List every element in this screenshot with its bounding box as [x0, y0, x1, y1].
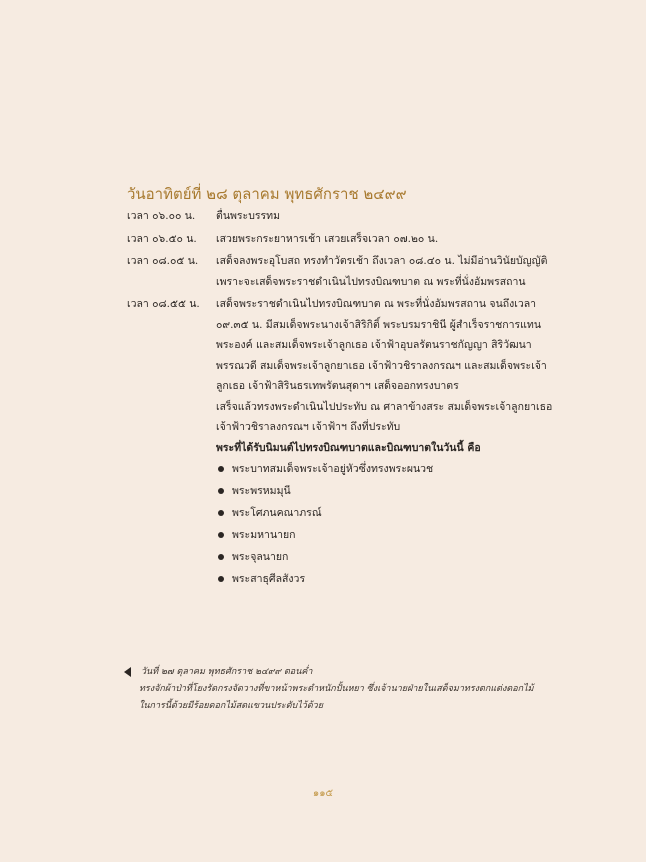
schedule-entry [127, 251, 557, 292]
list-item [216, 568, 557, 590]
list-item [216, 546, 557, 568]
entry-body [216, 294, 557, 590]
bullet-icon [218, 510, 224, 516]
monk-name: พระมหานายก [232, 529, 296, 541]
bullet-icon [218, 554, 224, 560]
entry-time: เวลา ๐๖.๐๐ น. [127, 210, 196, 222]
list-item [216, 502, 557, 524]
monk-name: พระจุลนายก [232, 551, 289, 563]
footnote-line: ทรงจักผ้าป่าที่โยงรัดกรงจัดวางที่ขาหน้าพระตำหนักปั้นหยา ซึ่งเจ้านายฝ่ายในเสด็จมาทรงตกแต่งดอกไม้ [139, 684, 534, 694]
monk-name: พระบาทสมเด็จพระเจ้าอยู่หัวซึ่งทรงพระผนวช [232, 463, 434, 475]
arrow-left-icon [124, 667, 131, 677]
monks-intro: พระที่ได้รับนิมนต์ไปทรงบิณฑบาตและบิณฑบาตในวันนี้ คือ [216, 441, 481, 454]
bullet-icon [218, 488, 224, 494]
entry-text: เสด็จลงพระอุโบสถ ทรงทำวัตรเช้า ถึงเวลา ๐๘.๔๐ น. ไม่มีอ่านวินัยบัญญัติ เพราะจะเสด็จพระราชดำเนินไปทรงบิณฑบาต ณ พระที่นั่งอัมพรสถาน [216, 255, 548, 288]
bullet-icon [218, 532, 224, 538]
entry-time: เวลา ๐๘.๕๕ น. [127, 298, 200, 310]
entry-text-continued: เสร็จแล้วทรงพระดำเนินไปประทับ ณ ศาลาข้างสระ สมเด็จพระเจ้าลูกยาเธอ เจ้าฟ้าวชิราลงกรณฯ เจ้าฟ้าฯ ถึงที่ประทับ [216, 400, 553, 433]
entry-time: เวลา ๐๖.๕๐ น. [127, 232, 197, 245]
monk-name: พระโศภนคณาภรณ์ [232, 507, 322, 519]
list-item [216, 480, 557, 502]
entry-text: เสด็จพระราชดำเนินไปทรงบิณฑบาต ณ พระที่นั่งอัมพรสถาน จนถึงเวลา ๐๙.๓๕ น. มีสมเด็จพระนางเจ้าสิริกิติ์ พระบรมราชินี ผู้สำเร็จราชการแทนพระองค์ และสมเด็จพระเจ้าลูกเธอ เจ้าฟ้าอุบลรัตนราชกัญญา สิริวัฒนาพรรณวดี สมเด็จพระเจ้าลูกยาเธอ เจ้าฟ้าวชิราลงกรณฯ และสมเด็จพระเจ้าลูกเธอ เจ้าฟ้าสิรินธรเทพรัตนสุดาฯ เสด็จออกทรงบาตร [216, 298, 547, 392]
entry-text: ตื่นพระบรรทม [216, 210, 280, 222]
monk-list [216, 458, 557, 590]
list-item [216, 458, 557, 480]
page-number: ๑๑๕ [312, 788, 334, 799]
bullet-icon [218, 466, 224, 472]
schedule-entry [127, 229, 557, 250]
footnote-line: วันที่ ๒๗ ตุลาคม พุทธศักราช ๒๔๙๙ ตอนค่ำ [141, 667, 313, 677]
schedule-entry [127, 206, 557, 227]
monk-name: พระพรหมมุนี [232, 485, 291, 497]
entry-time: เวลา ๐๘.๐๕ น. [127, 255, 199, 267]
entry-text: เสวยพระกระยาหารเช้า เสวยเสร็จเวลา ๐๗.๒๐ น. [216, 232, 439, 245]
footnote-text [141, 664, 544, 715]
footnote-line: ในการนี้ด้วยมีร้อยดอกไม้สดแขวนประดับไว้ด้วย [139, 701, 323, 711]
schedule-list [127, 206, 557, 592]
bullet-icon [218, 576, 224, 582]
footnote [124, 664, 544, 715]
monk-name: พระสาธุศีลสังวร [232, 573, 306, 585]
list-item [216, 524, 557, 546]
schedule-entry [127, 294, 557, 590]
day-heading: วันอาทิตย์ที่ ๒๘ ตุลาคม พุทธศักราช ๒๔๙๙ [127, 185, 407, 203]
